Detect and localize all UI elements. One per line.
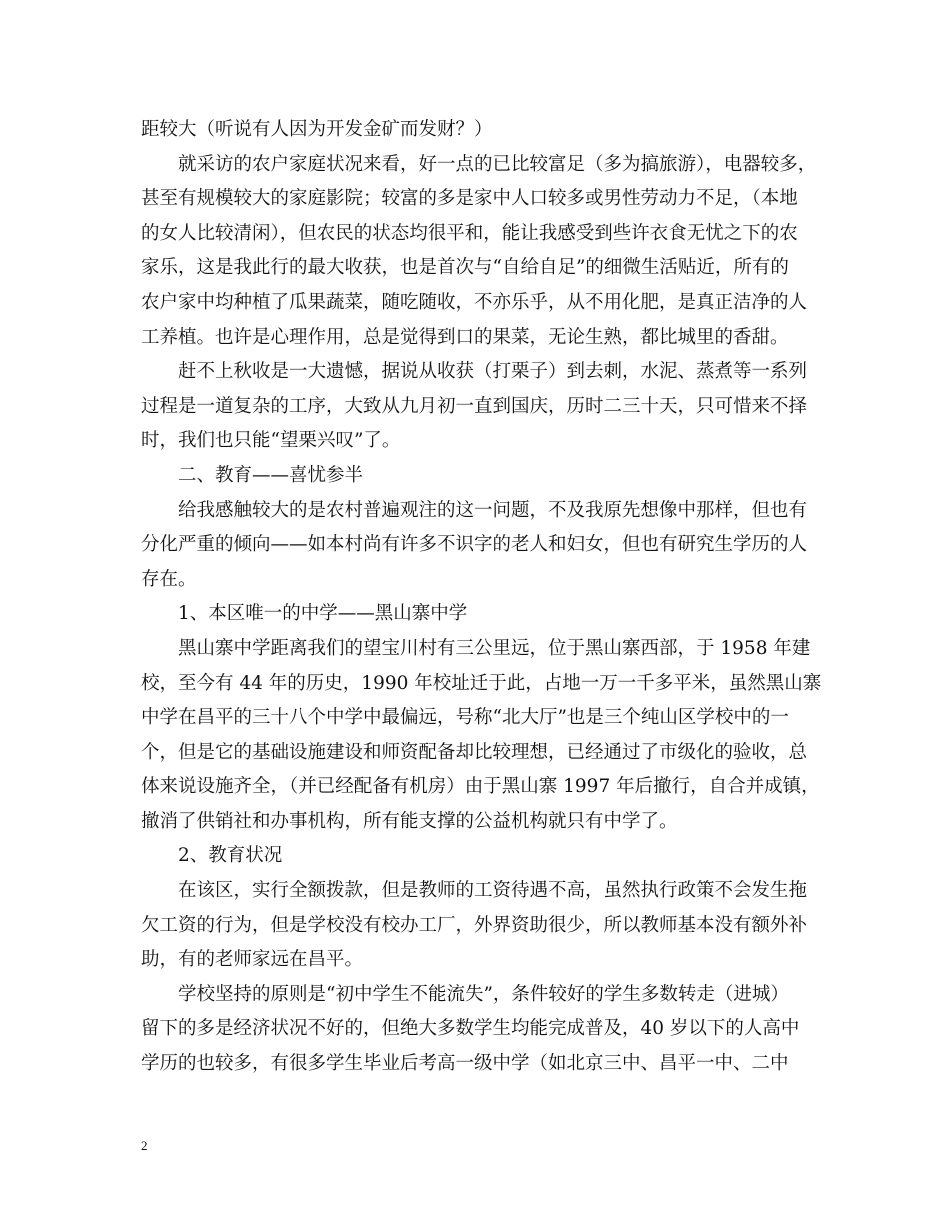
text-line: 黑山寨中学距离我们的望宝川村有三公里远，位于黑山寨西部，于 1958 年建 [178,637,811,659]
text-line: 学校坚持的原则是“初中学生不能流失”，条件较好的学生多数转走（进城） [178,983,789,1005]
text-line: 距较大（听说有人因为开发金矿而发财？） [141,119,493,140]
text-line: 存在。 [141,568,197,590]
text-line: 工养植。也许是心理作用，总是觉得到口的果菜，无论生熟，都比城里的香甜。 [141,326,789,348]
document-body [141,113,833,1082]
text-line: 校，至今有 44 年的历史，1990 年校址迁于此，占地一万一千多平米，虽然黑山寨 [141,672,822,694]
text-line: 时，我们也只能“望栗兴叹”了。 [141,430,401,452]
text-line: 体来说设施齐全，（并已经配备有机房）由于黑山寨 1997 年后撤行，自合并成镇， [141,776,820,798]
text-line: 家乐，这是我此行的最大收获，也是首次与“自给自足”的细微生活贴近，所有的 [141,257,789,279]
text-line: 欠工资的行为，但是学校没有校办工厂，外界资助很少，所以教师基本没有额外补 [141,914,808,936]
text-line: 在该区，实行全额拨款，但是教师的工资待遇不高，虽然执行政策不会发生拖 [178,880,808,902]
text-line: 撤消了供销社和办事机构，所有能支撑的公益机构就只有中学了。 [141,810,678,832]
text-line: 中学在昌平的三十八个中学中最偏远，号称“北大厅”也是三个纯山区学校中的一 [141,707,789,729]
text-line: 学历的也较多，有很多学生毕业后考高一级中学（如北京三中、昌平一中、二中 [141,1053,789,1075]
text-line: 就采访的农户家庭状况来看，好一点的已比较富足（多为搞旅游），电器较多， [178,153,817,175]
subsection-heading: 1、本区唯一的中学——黑山寨中学 [178,603,468,625]
page-number: 2 [141,1138,148,1153]
text-line: 过程是一道复杂的工序，大致从九月初一直到国庆，历时二三十天，只可惜来不择 [141,395,808,417]
text-line: 个，但是它的基础设施建设和师资配备却比较理想，已经通过了市级化的验收，总 [141,741,808,763]
text-line: 助，有的老师家远在昌平。 [141,949,364,971]
text-line: 给我感触较大的是农村普遍观注的这一问题，不及我原先想像中那样，但也有 [178,499,808,521]
text-line: 的女人比较清闲），但农民的状态均很平和，能让我感受到些许衣食无忧之下的农 [141,222,798,244]
text-line: 赶不上秋收是一大遗憾，据说从收获（打栗子）到去刺，水泥、蒸煮等一系列 [178,361,808,383]
text-line: 农户家中均种植了瓜果蔬菜，随吃随收，不亦乐乎，从不用化肥，是真正洁净的人 [141,291,808,313]
section-heading: 二、教育——喜忧参半 [178,464,364,486]
text-line: 甚至有规模较大的家庭影院；较富的多是家中人口较多或男性劳动力不足，（本地 [141,188,798,210]
text-line: 留下的多是经济状况不好的，但绝大多数学生均能完成普及，40 岁以下的人高中 [141,1018,800,1040]
subsection-heading: 2、教育状况 [178,845,283,867]
text-line: 分化严重的倾向——如本村尚有许多不识字的老人和妇女，但也有研究生学历的人 [141,534,808,556]
